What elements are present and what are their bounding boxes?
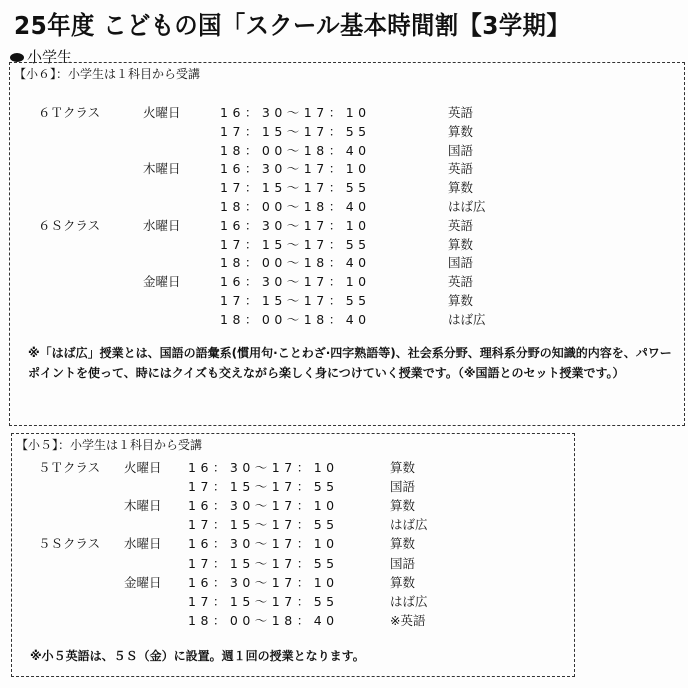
time-slot: 18：00〜18：40 bbox=[220, 199, 371, 214]
subject: 英語 bbox=[448, 105, 474, 120]
subject: 算数 bbox=[390, 536, 416, 552]
time-slot: 16：30〜17：10 bbox=[220, 105, 371, 120]
weekday: 火曜日 bbox=[124, 460, 162, 475]
time-slot: 17：15〜17：55 bbox=[220, 123, 371, 139]
bullet-icon bbox=[10, 53, 24, 62]
weekday: 火曜日 bbox=[143, 105, 181, 120]
grade6-header: 【小６】：小学生は１科目から受講 bbox=[14, 67, 201, 81]
subject: 算数 bbox=[448, 123, 474, 139]
grade6-box bbox=[9, 62, 685, 426]
class-name: ５Ｓクラス bbox=[38, 536, 101, 552]
class-name: ５Ｔクラス bbox=[38, 460, 101, 475]
weekday: 金曜日 bbox=[143, 274, 181, 290]
time-slot: 18：00〜18：40 bbox=[220, 311, 371, 327]
grade6-note: ※「はば広」授業とは、国語の語彙系(慣用句·ことわざ·四字熟語等)、社会系分野、理科系分野の知識的内容を、パワーポイントを使って、時にはクイズも交えながら楽しく身につけていく授業です。（※国語とのセット授業です。） bbox=[28, 346, 672, 380]
time-slot: 17：15〜17：55 bbox=[188, 555, 339, 571]
time-slot: 16：30〜17：10 bbox=[220, 274, 371, 290]
section-heading: 小学生 bbox=[10, 46, 72, 67]
weekday: 木曜日 bbox=[143, 161, 181, 177]
subject: はば広 bbox=[390, 517, 428, 533]
weekday: 水曜日 bbox=[143, 217, 181, 233]
subject: 算数 bbox=[448, 180, 474, 196]
time-slot: 16：30〜17：10 bbox=[188, 536, 339, 552]
time-slot: 18：00〜18：40 bbox=[220, 142, 371, 158]
grade5-box bbox=[11, 433, 575, 677]
class-name: ６Ｔクラス bbox=[38, 105, 101, 120]
subject: 英語 bbox=[448, 274, 474, 290]
subject: ※英語 bbox=[390, 612, 426, 628]
time-slot: 17：15〜17：55 bbox=[188, 517, 339, 533]
time-slot: 16：30〜17：10 bbox=[188, 498, 339, 514]
weekday: 木曜日 bbox=[124, 498, 162, 514]
time-slot: 16：30〜17：10 bbox=[220, 217, 371, 233]
grade5-header: 【小５】：小学生は１科目から受講 bbox=[16, 438, 203, 452]
subject: 国語 bbox=[448, 142, 474, 158]
subject: はば広 bbox=[448, 199, 486, 214]
subject: 算数 bbox=[390, 460, 416, 475]
subject: 算数 bbox=[448, 293, 474, 308]
subject: 算数 bbox=[448, 236, 474, 252]
subject: はば広 bbox=[390, 593, 428, 609]
time-slot: 16：30〜17：10 bbox=[188, 460, 339, 475]
time-slot: 17：15〜17：55 bbox=[220, 180, 371, 196]
class-name: ６Ｓクラス bbox=[38, 217, 101, 233]
grade5-note: ※小５英語は、５Ｓ（金）に設置。週１回の授業となります。 bbox=[30, 649, 365, 663]
time-slot: 17：15〜17：55 bbox=[220, 236, 371, 252]
subject: はば広 bbox=[448, 311, 486, 327]
subject: 英語 bbox=[448, 217, 474, 233]
page-title: 25年度 こどもの国「スクール基本時間割【3学期】 bbox=[14, 11, 571, 40]
time-slot: 17：15〜17：55 bbox=[220, 293, 371, 308]
time-slot: 17：15〜17：55 bbox=[188, 593, 339, 609]
subject: 国語 bbox=[390, 555, 416, 571]
time-slot: 16：30〜17：10 bbox=[188, 574, 339, 590]
subject: 算数 bbox=[390, 574, 416, 590]
time-slot: 18：00〜18：40 bbox=[220, 255, 371, 271]
subject: 国語 bbox=[390, 479, 416, 495]
subject: 英語 bbox=[448, 161, 474, 177]
time-slot: 18：00〜18：40 bbox=[188, 612, 339, 628]
weekday: 金曜日 bbox=[124, 574, 162, 590]
subject: 算数 bbox=[390, 498, 416, 514]
weekday: 水曜日 bbox=[124, 536, 162, 552]
subject: 国語 bbox=[448, 255, 474, 271]
time-slot: 16：30〜17：10 bbox=[220, 161, 371, 177]
time-slot: 17：15〜17：55 bbox=[188, 479, 339, 495]
